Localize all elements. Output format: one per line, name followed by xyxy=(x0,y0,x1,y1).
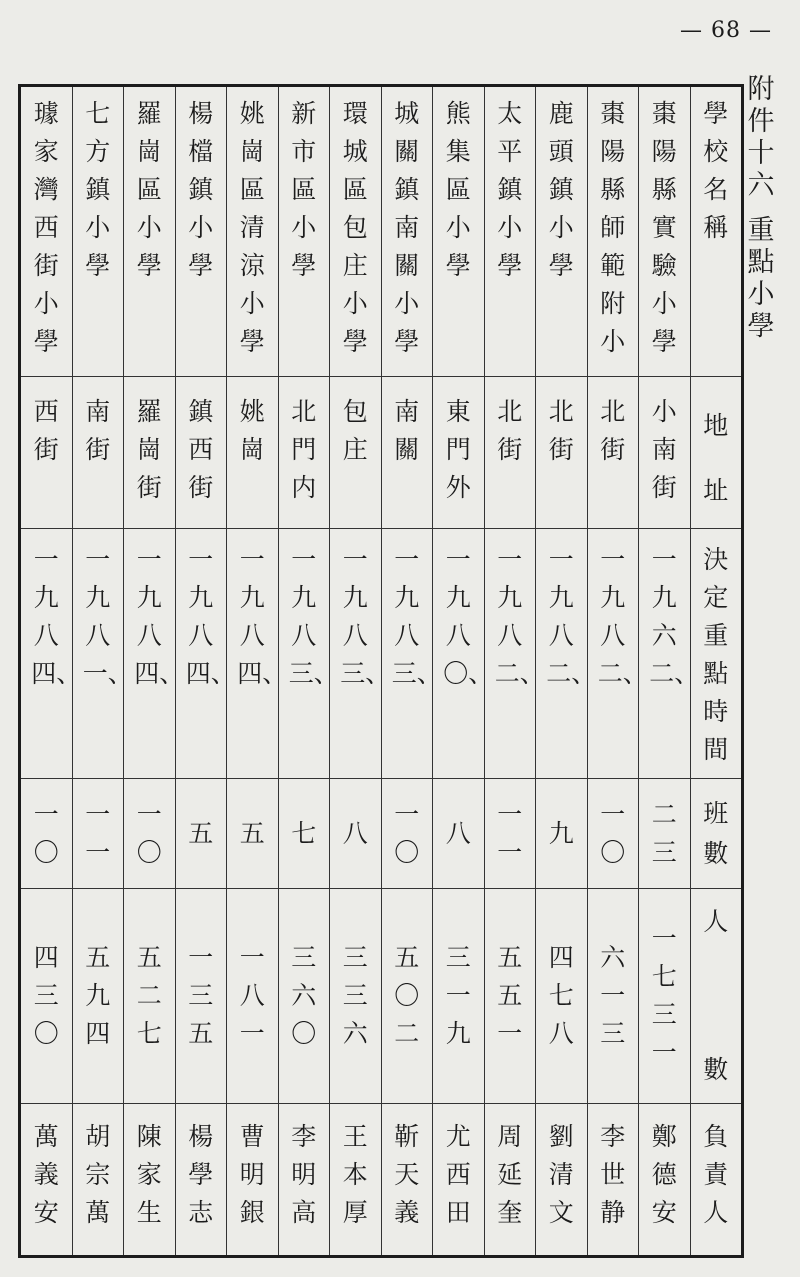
school-students-cell xyxy=(124,889,175,1104)
table-columns xyxy=(21,87,741,1255)
school-name: 城關鎮南關小學 xyxy=(394,99,420,356)
school-classes-cell xyxy=(73,779,124,888)
school-address: 西街 xyxy=(33,397,59,465)
school-date: 一九六二、 xyxy=(649,544,700,688)
school-address-cell xyxy=(536,377,587,528)
school-date: 一九八三、 xyxy=(340,544,391,688)
school-head: 李明高 xyxy=(291,1121,317,1227)
school-head: 萬義安 xyxy=(33,1121,59,1227)
school-date: 一九八四、 xyxy=(237,544,288,688)
school-students-cell xyxy=(536,889,587,1104)
school-address-cell xyxy=(382,377,433,528)
school-column xyxy=(587,87,648,1255)
school-address: 包庄 xyxy=(342,397,368,465)
header-students-top: 人 xyxy=(703,906,729,936)
school-address: 南街 xyxy=(85,397,111,465)
school-head: 楊學志 xyxy=(188,1121,214,1227)
school-address-cell xyxy=(21,377,72,528)
school-name-cell xyxy=(588,87,639,377)
school-name: 環城區包庄小學 xyxy=(342,99,368,356)
schools-table xyxy=(18,84,744,1258)
school-name: 姚崗區清涼小學 xyxy=(239,99,265,356)
school-name-cell xyxy=(330,87,381,377)
school-classes: 一一 xyxy=(497,799,523,867)
section-title: 重點小學 xyxy=(747,215,775,343)
header-classes: 班數 xyxy=(703,798,729,868)
school-column xyxy=(381,87,442,1255)
school-classes-cell xyxy=(588,779,639,888)
school-classes: 五 xyxy=(239,818,265,848)
header-column xyxy=(690,87,742,1255)
school-classes-cell xyxy=(330,779,381,888)
school-students-cell xyxy=(227,889,278,1104)
school-date-cell xyxy=(588,529,648,780)
school-date-cell xyxy=(227,529,288,780)
school-classes-cell xyxy=(21,779,72,888)
school-column xyxy=(226,87,288,1255)
school-classes-cell xyxy=(279,779,330,888)
school-date: 一九八三、 xyxy=(391,544,442,688)
school-address-cell xyxy=(124,377,175,528)
school-students-cell xyxy=(21,889,72,1104)
school-date-cell xyxy=(639,529,700,780)
school-date: 一九八〇、 xyxy=(443,544,494,688)
school-head: 胡宗萬 xyxy=(85,1121,111,1227)
school-classes: 一〇 xyxy=(136,799,162,867)
school-address: 小南街 xyxy=(651,397,677,503)
school-students: 一七三一 xyxy=(651,923,677,1067)
school-name-cell xyxy=(433,87,484,377)
school-head-cell xyxy=(21,1104,72,1255)
school-name: 熊集區小學 xyxy=(445,99,471,280)
school-head-cell xyxy=(433,1104,484,1255)
school-students: 五二七 xyxy=(136,942,162,1048)
school-date: 一九八四、 xyxy=(31,544,82,688)
school-date-cell xyxy=(382,529,442,780)
school-address: 羅崗街 xyxy=(136,397,162,503)
school-address: 南關 xyxy=(394,397,420,465)
school-students: 三一九 xyxy=(445,942,471,1048)
school-head-cell xyxy=(176,1104,227,1255)
school-head: 劉清文 xyxy=(548,1121,574,1227)
school-classes: 八 xyxy=(342,818,368,848)
title-gap xyxy=(744,201,778,215)
school-head-cell xyxy=(124,1104,175,1255)
school-head-cell xyxy=(485,1104,536,1255)
school-name-cell xyxy=(279,87,330,377)
school-name: 太平鎮小學 xyxy=(497,99,523,280)
school-address: 北街 xyxy=(548,397,574,465)
school-date-cell xyxy=(279,529,339,780)
school-head: 曹明銀 xyxy=(239,1121,265,1227)
school-head-cell xyxy=(73,1104,124,1255)
header-students-bottom: 數 xyxy=(703,1054,729,1084)
school-name: 棗陽縣師範附小 xyxy=(600,99,626,356)
school-date: 一九八四、 xyxy=(185,544,236,688)
school-students: 四七八 xyxy=(548,942,574,1048)
appendix-title xyxy=(744,74,778,343)
school-name: 新市區小學 xyxy=(291,99,317,280)
school-classes-cell xyxy=(227,779,278,888)
school-date-cell xyxy=(73,529,133,780)
school-name-cell xyxy=(639,87,690,377)
page-number: — 68 — xyxy=(680,18,772,43)
school-students: 三三六 xyxy=(342,942,368,1048)
school-address: 北門内 xyxy=(291,397,317,503)
school-address: 北街 xyxy=(497,397,523,465)
header-head: 負責人 xyxy=(703,1121,729,1227)
header-address-cell xyxy=(691,377,742,528)
school-date-cell xyxy=(176,529,236,780)
school-column xyxy=(329,87,391,1255)
school-classes: 八 xyxy=(445,818,471,848)
school-head: 李世静 xyxy=(600,1121,626,1227)
school-classes-cell xyxy=(433,779,484,888)
school-date: 一九八二、 xyxy=(546,544,597,688)
school-students-cell xyxy=(639,889,690,1104)
school-classes-cell xyxy=(176,779,227,888)
school-address-cell xyxy=(73,377,124,528)
school-students: 六一三 xyxy=(600,942,626,1048)
school-column xyxy=(638,87,700,1255)
header-students-cell xyxy=(691,889,742,1104)
school-name: 璩家灣西街小學 xyxy=(33,99,59,356)
school-address-cell xyxy=(639,377,690,528)
header-students xyxy=(701,903,731,1089)
school-address: 東門外 xyxy=(445,397,471,503)
school-column xyxy=(21,87,82,1255)
school-address-cell xyxy=(433,377,484,528)
school-address-cell xyxy=(485,377,536,528)
school-address: 姚崗 xyxy=(239,397,265,465)
header-name: 學校名稱 xyxy=(703,99,729,242)
school-name-cell xyxy=(124,87,175,377)
school-date-cell xyxy=(330,529,391,780)
school-classes: 一一 xyxy=(85,799,111,867)
school-classes: 一〇 xyxy=(600,799,626,867)
school-name-cell xyxy=(227,87,278,377)
school-column xyxy=(175,87,236,1255)
school-head-cell xyxy=(330,1104,381,1255)
school-head-cell xyxy=(279,1104,330,1255)
school-date: 一九八二、 xyxy=(494,544,545,688)
school-classes: 一〇 xyxy=(394,799,420,867)
school-head-cell xyxy=(639,1104,690,1255)
school-classes: 二三 xyxy=(651,799,677,867)
school-students-cell xyxy=(588,889,639,1104)
school-name-cell xyxy=(73,87,124,377)
school-classes-cell xyxy=(639,779,690,888)
school-classes: 七 xyxy=(291,818,317,848)
school-address-cell xyxy=(330,377,381,528)
school-address: 北街 xyxy=(600,397,626,465)
school-name: 楊檔鎮小學 xyxy=(188,99,214,280)
school-address: 鎮西街 xyxy=(188,397,214,503)
school-head-cell xyxy=(536,1104,587,1255)
school-column xyxy=(72,87,133,1255)
school-address-cell xyxy=(588,377,639,528)
header-date-cell xyxy=(691,529,742,780)
school-date: 一九八四、 xyxy=(134,544,185,688)
school-classes-cell xyxy=(382,779,433,888)
school-date: 一九八三、 xyxy=(288,544,339,688)
header-name-cell xyxy=(691,87,742,377)
school-name-cell xyxy=(176,87,227,377)
school-name: 棗陽縣實驗小學 xyxy=(651,99,677,356)
header-head-cell xyxy=(691,1104,742,1255)
school-students-cell xyxy=(433,889,484,1104)
school-name: 七方鎮小學 xyxy=(85,99,111,280)
school-students: 四三〇 xyxy=(33,942,59,1048)
school-students-cell xyxy=(279,889,330,1104)
school-head: 陳家生 xyxy=(136,1121,162,1227)
school-date-cell xyxy=(485,529,545,780)
school-column xyxy=(278,87,339,1255)
school-head: 尤西田 xyxy=(445,1121,471,1227)
appendix-label: 附件十六 xyxy=(747,74,775,201)
school-head-cell xyxy=(227,1104,278,1255)
school-students: 一三五 xyxy=(188,942,214,1048)
header-date: 決定重點時間 xyxy=(703,544,729,764)
school-students: 五九四 xyxy=(85,942,111,1048)
school-students: 五〇二 xyxy=(394,942,420,1048)
school-name: 鹿頭鎮小學 xyxy=(548,99,574,280)
school-students: 五五一 xyxy=(497,942,523,1048)
school-students-cell xyxy=(73,889,124,1104)
school-date-cell xyxy=(21,529,82,780)
header-address: 地址 xyxy=(703,411,729,506)
header-classes-cell xyxy=(691,779,742,888)
school-date-cell xyxy=(124,529,185,780)
school-classes: 九 xyxy=(548,818,574,848)
school-classes-cell xyxy=(536,779,587,888)
school-students-cell xyxy=(176,889,227,1104)
school-address-cell xyxy=(227,377,278,528)
school-students-cell xyxy=(485,889,536,1104)
school-classes: 五 xyxy=(188,818,214,848)
school-column xyxy=(432,87,494,1255)
school-students: 一八一 xyxy=(239,942,265,1048)
school-column xyxy=(123,87,185,1255)
school-name-cell xyxy=(21,87,72,377)
school-name-cell xyxy=(485,87,536,377)
school-students-cell xyxy=(382,889,433,1104)
school-name: 羅崗區小學 xyxy=(136,99,162,280)
school-students: 三六〇 xyxy=(291,942,317,1048)
school-classes-cell xyxy=(485,779,536,888)
school-head-cell xyxy=(382,1104,433,1255)
school-classes: 一〇 xyxy=(33,799,59,867)
school-date: 一九八一、 xyxy=(82,544,133,688)
school-head: 靳天義 xyxy=(394,1121,420,1227)
school-head-cell xyxy=(588,1104,639,1255)
school-column xyxy=(535,87,597,1255)
school-date-cell xyxy=(433,529,494,780)
school-address-cell xyxy=(176,377,227,528)
school-address-cell xyxy=(279,377,330,528)
school-date-cell xyxy=(536,529,597,780)
school-column xyxy=(484,87,545,1255)
school-head: 周延奎 xyxy=(497,1121,523,1227)
school-head: 王本厚 xyxy=(342,1121,368,1227)
school-classes-cell xyxy=(124,779,175,888)
school-name-cell xyxy=(382,87,433,377)
school-date: 一九八二、 xyxy=(597,544,648,688)
school-name-cell xyxy=(536,87,587,377)
school-head: 鄭德安 xyxy=(651,1121,677,1227)
school-students-cell xyxy=(330,889,381,1104)
